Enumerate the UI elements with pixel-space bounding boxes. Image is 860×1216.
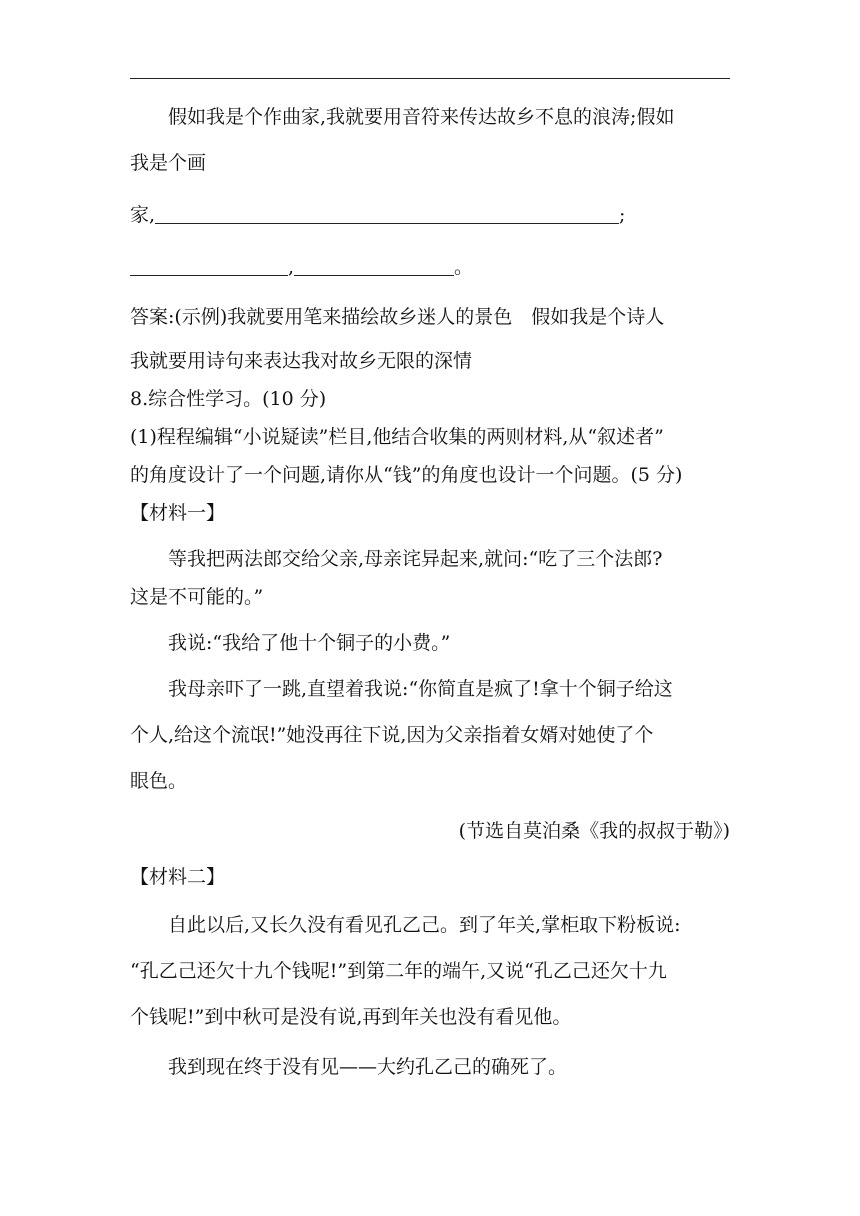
question-8-1-line-2: 的角度设计了一个问题,请你从“钱”的角度也设计一个问题。(5 分): [130, 464, 683, 486]
material-1-p1-line-1: 等我把两法郎交给父亲,母亲诧异起来,就问:“吃了三个法郎?: [168, 548, 663, 570]
prompt-line-4-sep: ,: [288, 256, 295, 278]
answer-blank-2[interactable]: [130, 255, 288, 276]
header-rule: [130, 78, 730, 79]
answer-line-1: 答案:(示例)我就要用笔来描绘故乡迷人的景色 假如我是个诗人: [130, 306, 665, 328]
document-body: [130, 98, 730, 1086]
material-1-heading: 【材料一】: [130, 502, 226, 524]
question-8-1-line-1: (1)程程编辑“小说疑读”栏目,他结合收集的两则材料,从“叙述者”: [130, 426, 664, 448]
answer-blank-1[interactable]: [155, 203, 619, 224]
material-2-p1-line-1: 自此以后,又长久没有看见孔乙己。到了年关,掌柜取下粉板说:: [168, 914, 681, 936]
material-2-heading: 【材料二】: [130, 866, 226, 888]
material-1-p3-line-1: 我母亲吓了一跳,直望着我说:“你简直是疯了!拿十个铜子给这: [168, 678, 673, 700]
material-1-p2-line-1: 我说:“我给了他十个铜子的小费。”: [168, 632, 451, 654]
answer-line-2: 我就要用诗句来表达我对故乡无限的深情: [130, 350, 473, 372]
prompt-line-4: [130, 248, 730, 286]
prompt-line-3-suffix: ;: [619, 204, 626, 226]
material-1-p1-line-2: 这是不可能的。”: [130, 586, 264, 608]
material-2-p1-line-2: “孔乙己还欠十九个钱呢!”到第二年的端午,又说“孔乙己还欠十九: [130, 960, 667, 982]
material-2-p1-line-3: 个钱呢!”到中秋可是没有说,再到年关也没有看见他。: [130, 1006, 572, 1028]
material-2-p2-line-1: 我到现在终于没有见——大约孔乙己的确死了。: [168, 1056, 568, 1078]
prompt-line-2: 我是个画: [130, 152, 207, 174]
material-1-source: (节选自莫泊桑《我的叔叔于勒》): [458, 820, 730, 842]
question-8-title: 8.综合性学习。(10 分): [130, 388, 327, 410]
prompt-line-3-prefix: 家,: [130, 204, 156, 226]
answer-blank-3[interactable]: [294, 255, 454, 276]
prompt-line-3: [130, 196, 730, 234]
prompt-line-1: 假如我是个作曲家,我就要用音符来传达故乡不息的浪涛;假如: [168, 106, 675, 128]
material-1-p3-line-3: 眼色。: [130, 770, 188, 792]
prompt-line-4-end: 。: [454, 256, 474, 278]
material-1-p3-line-2: 个人,给这个流氓!”她没再往下说,因为父亲指着女婿对她使了个: [130, 724, 654, 746]
